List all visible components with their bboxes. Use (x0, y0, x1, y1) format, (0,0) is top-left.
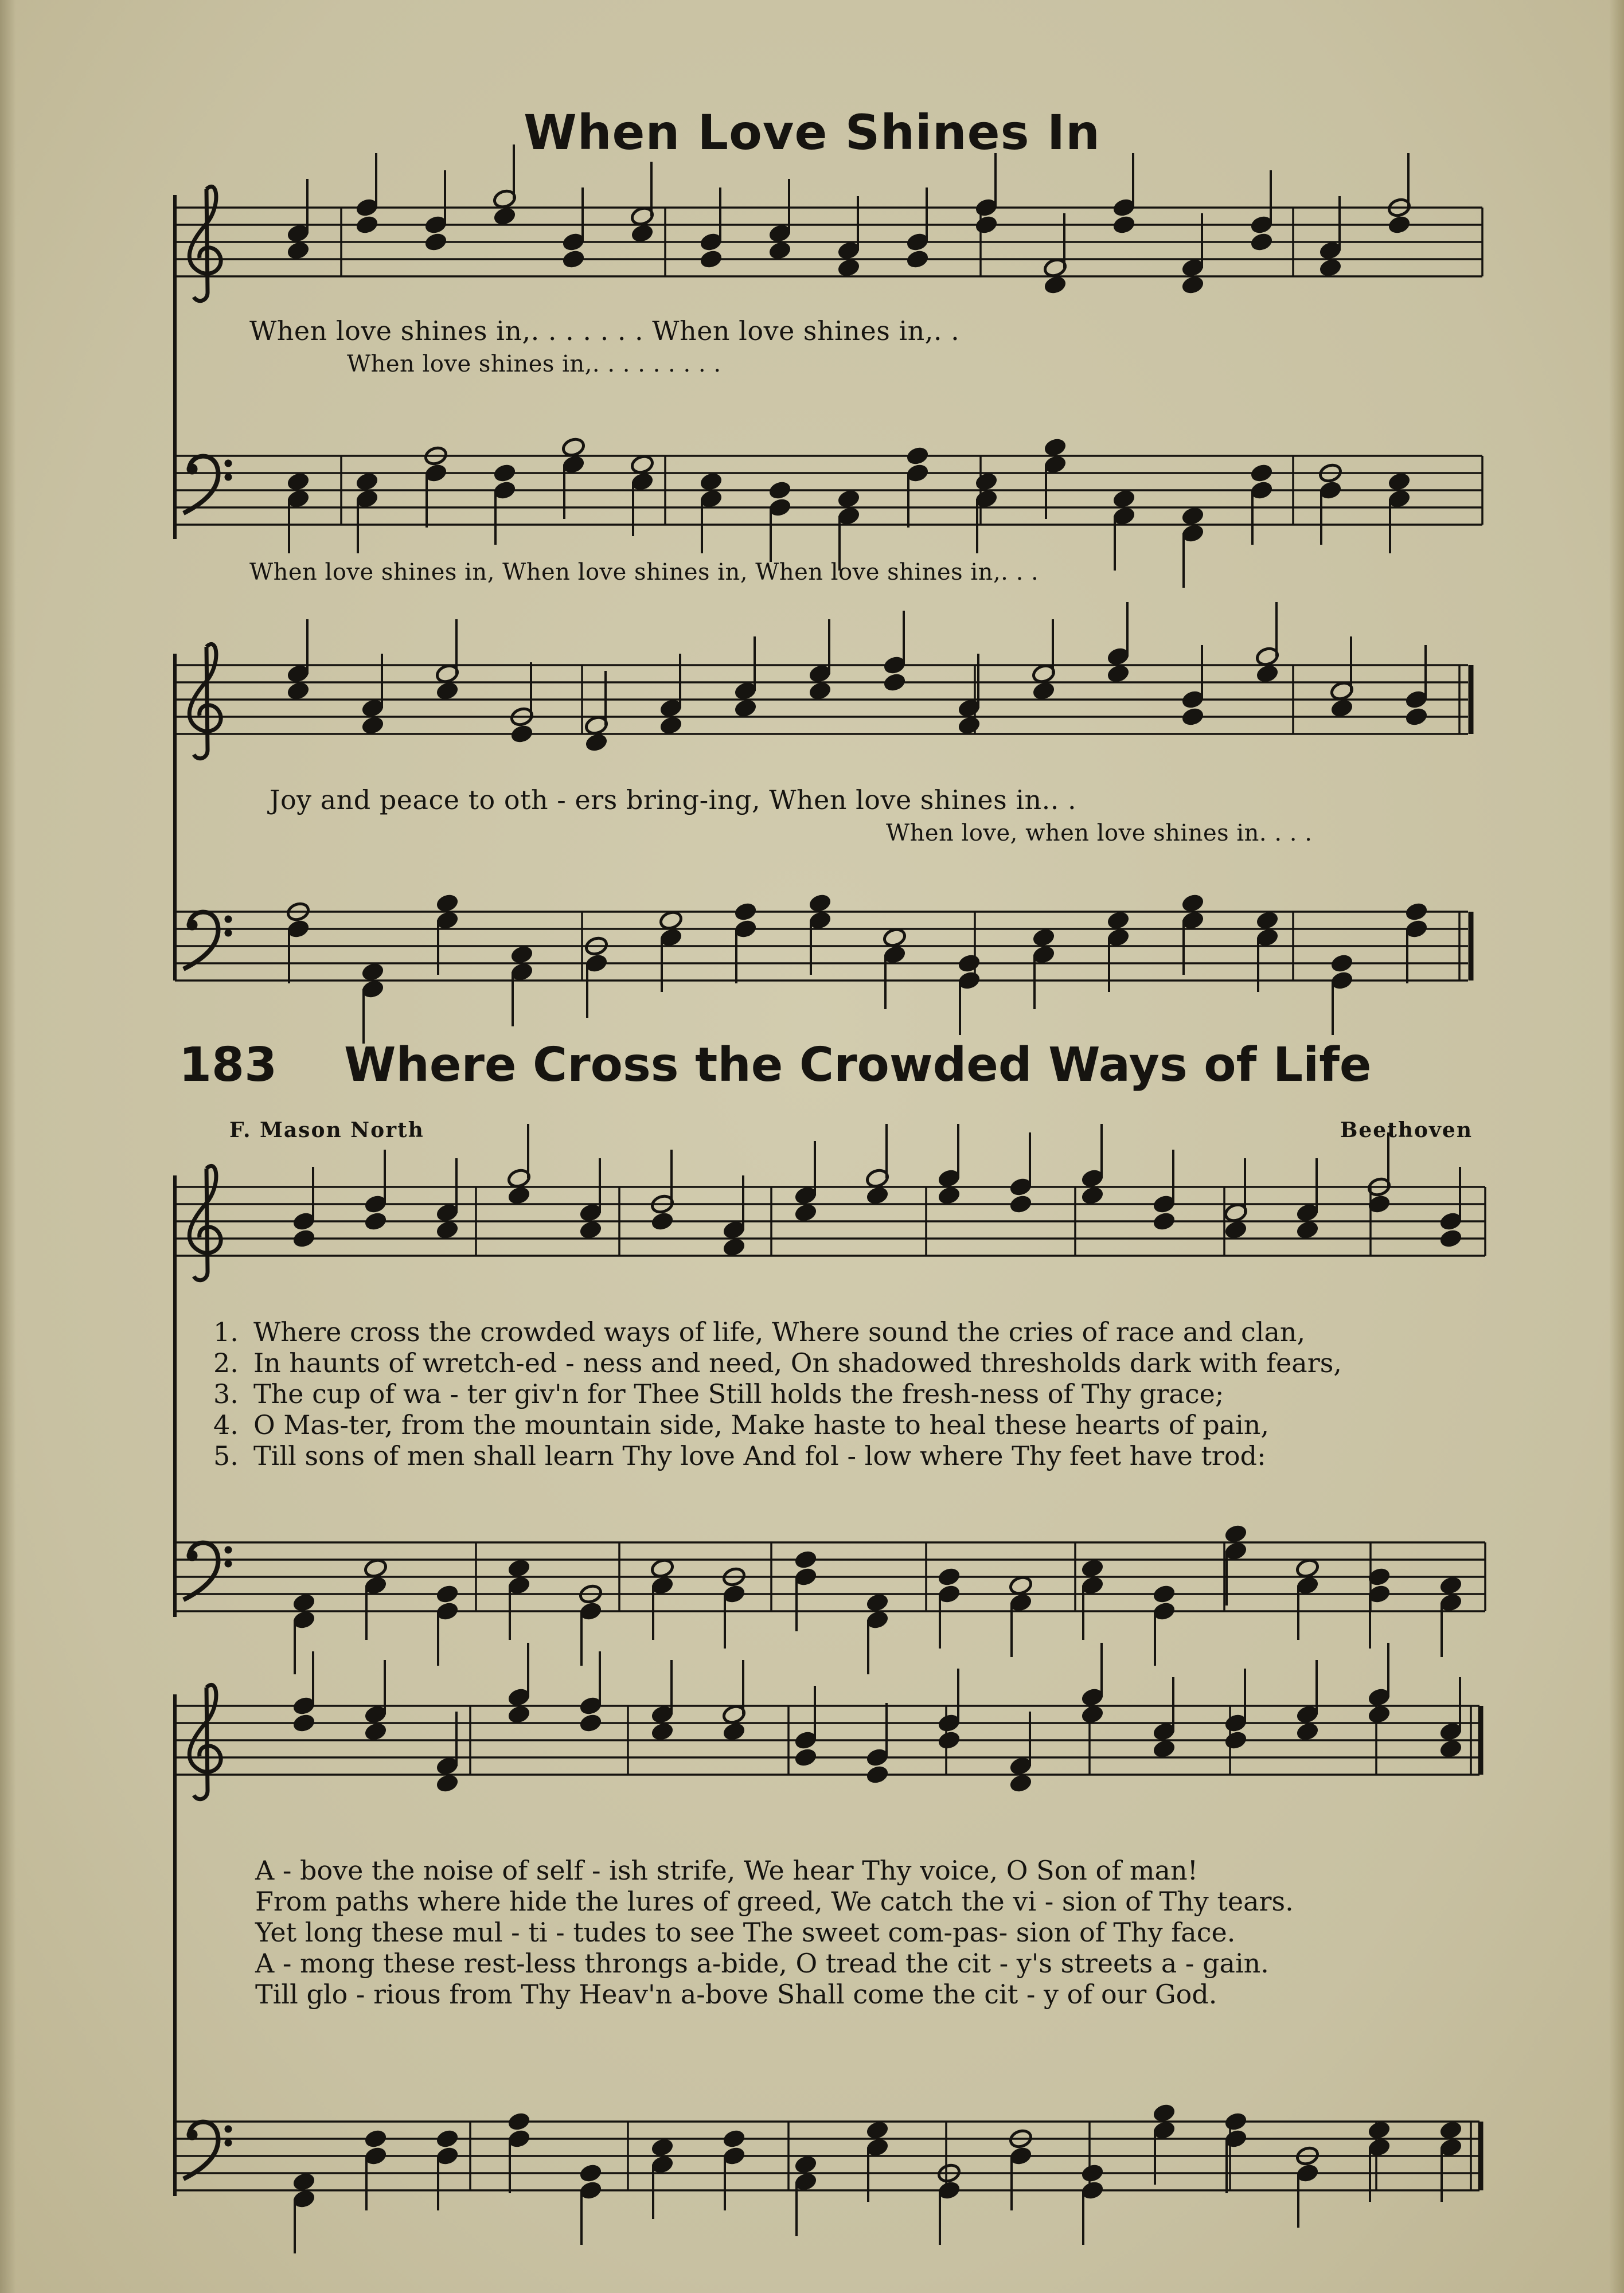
notehead (733, 901, 758, 923)
notehead (1224, 1220, 1248, 1241)
song-title-when-love-shines-in: When Love Shines In (524, 104, 1100, 161)
notehead (1032, 681, 1056, 702)
notehead (361, 962, 385, 983)
notehead (435, 1773, 460, 1794)
notehead (794, 1549, 818, 1571)
notehead (286, 240, 311, 261)
notehead (424, 232, 448, 253)
notehead (1367, 1704, 1392, 1725)
notehead (435, 1220, 460, 1241)
notehead (579, 2163, 603, 2184)
notehead (1295, 1558, 1320, 1579)
notehead (1255, 663, 1280, 685)
notehead (1250, 463, 1274, 484)
verse-text: Where cross the crowded ways of life, Where sound the cries of race and clan, (253, 1317, 1306, 1347)
notehead (493, 206, 517, 227)
notehead (630, 454, 655, 475)
notehead (355, 471, 380, 493)
notehead (937, 1185, 962, 1206)
notehead (1330, 698, 1354, 719)
notehead (722, 1237, 747, 1258)
verse-text: O Mas-ter, from the mountain side, Make haste to heal these hearts of pain, (253, 1409, 1270, 1440)
notehead (292, 1592, 317, 1614)
notehead (355, 214, 380, 236)
notehead (630, 223, 655, 244)
verse-line (213, 1409, 1342, 1440)
notehead (561, 249, 586, 270)
notehead (1080, 2163, 1105, 2184)
notehead (1009, 1194, 1033, 1215)
notehead (292, 1228, 317, 1249)
verse-line: From paths where hide the lures of greed, We catch the vi - sion of Thy tears. (255, 1886, 1294, 1917)
notehead (1330, 953, 1354, 974)
verse-line: Till glo - rious from Thy Heav'n a-bove Shall come the cit - y of our God. (255, 1979, 1217, 2010)
verse-number: 1. (213, 1317, 239, 1347)
notehead (1439, 2120, 1463, 2141)
notehead (794, 2154, 818, 2175)
notehead (1181, 893, 1205, 914)
notehead (733, 698, 758, 719)
notehead (1106, 910, 1131, 931)
notehead (364, 1211, 388, 1232)
lyric-line-alto-echo-1: When love shines in,. . . . . . . . . (347, 351, 721, 377)
notehead (650, 1211, 675, 1232)
notehead (659, 910, 684, 931)
system-1-bass (175, 456, 1482, 525)
notehead (957, 715, 982, 736)
notehead (1181, 506, 1205, 527)
notehead (1106, 663, 1131, 685)
notehead (1404, 706, 1429, 728)
notehead (974, 214, 999, 236)
notehead (435, 893, 460, 914)
verse-text: Till sons of men shall learn Thy love And fol - low where Thy feet have trod: (253, 1440, 1266, 1471)
notehead (1152, 2103, 1177, 2124)
notehead (507, 1558, 532, 1579)
verse-line: A - mong these rest-less throngs a-bide, O tread the cit - y's streets a - gain. (255, 1948, 1269, 1979)
notehead (510, 944, 534, 966)
verse-line (213, 1440, 1342, 1471)
notehead (905, 446, 930, 467)
notehead (650, 1721, 675, 1743)
notehead (364, 1721, 388, 1743)
notehead (722, 2128, 747, 2150)
notehead (292, 1713, 317, 1734)
notehead (1439, 1228, 1463, 1249)
verse-line: A - bove the noise of self - ish strife, We hear Thy voice, O Son of man! (255, 1855, 1199, 1886)
notehead (905, 249, 930, 270)
notehead (507, 1185, 532, 1206)
notehead (1318, 257, 1343, 279)
notehead (507, 2111, 532, 2132)
notehead (865, 1764, 890, 1786)
lyric-line-treble-1: When love shines in,. . . . . . . When love shines in,. . (249, 315, 960, 346)
song-title-where-cross: Where Cross the Crowded Ways of Life (344, 1038, 1372, 1092)
verse-line (213, 1317, 1342, 1347)
notehead (1080, 1558, 1105, 1579)
notehead (1152, 1211, 1177, 1232)
notehead (364, 2128, 388, 2150)
verse-number: 2. (213, 1347, 239, 1378)
verse-number: 5. (213, 1440, 239, 1471)
notehead (361, 715, 385, 736)
notehead (837, 489, 861, 510)
notehead (957, 953, 982, 974)
notehead (1295, 1721, 1320, 1743)
notehead (1224, 1730, 1248, 1751)
notehead (1043, 437, 1068, 458)
lyric-line-bass-echo-2: When love, when love shines in. . . . (886, 820, 1313, 846)
notehead (865, 1592, 890, 1614)
notehead (1009, 1773, 1033, 1794)
notehead (808, 681, 833, 702)
notehead (1250, 232, 1274, 253)
notehead (579, 1713, 603, 1734)
verse-line: Yet long these mul - ti - tudes to see The sweet com-pas- sion of Thy face. (255, 1917, 1236, 1948)
notehead (579, 1220, 603, 1241)
notehead (435, 681, 460, 702)
verse-block-b (255, 1855, 1294, 2010)
lyric-line-treble-2: Joy and peace to oth - ers bring-ing, When love shines in.. . (270, 784, 1077, 815)
notehead (507, 1704, 532, 1725)
notehead (1112, 489, 1137, 510)
notehead (493, 463, 517, 484)
notehead (937, 1567, 962, 1588)
verse-text: The cup of wa - ter giv'n for Thee Still holds the fresh-ness of Thy grace; (253, 1378, 1224, 1409)
notehead (1043, 275, 1068, 296)
notehead (974, 471, 999, 493)
notehead (286, 681, 311, 702)
notehead (1181, 706, 1205, 728)
notehead (650, 1558, 675, 1579)
author-credit: F. Mason North (229, 1118, 424, 1142)
composer-credit: Beethoven (1340, 1118, 1473, 1142)
notehead (1387, 214, 1412, 236)
notehead (768, 480, 793, 501)
notehead (1295, 1220, 1320, 1241)
notehead (794, 1747, 818, 1768)
notehead (937, 1730, 962, 1751)
notehead (699, 249, 724, 270)
notehead (837, 257, 861, 279)
notehead (1009, 1575, 1033, 1596)
notehead (722, 1721, 747, 1743)
notehead (1387, 471, 1412, 493)
hymn-number: 183 (179, 1038, 278, 1092)
notehead (1224, 2111, 1248, 2132)
notehead (768, 240, 793, 261)
notehead (650, 2137, 675, 2158)
verse-block-a (213, 1317, 1342, 1471)
notehead (1152, 1739, 1177, 1760)
verse-line (213, 1378, 1342, 1409)
notehead (1255, 910, 1280, 931)
notehead (1181, 275, 1205, 296)
notehead (1439, 1575, 1463, 1596)
verse-number: 3. (213, 1378, 239, 1409)
notehead (659, 715, 684, 736)
notehead (1080, 1185, 1105, 1206)
notehead (364, 1558, 388, 1579)
notehead (1152, 1584, 1177, 1605)
notehead (1112, 214, 1137, 236)
verse-text: In haunts of wretch-ed - ness and need, On shadowed thresholds dark with fears, (253, 1347, 1342, 1378)
notehead (286, 471, 311, 493)
notehead (561, 437, 586, 458)
notehead (865, 1185, 890, 1206)
notehead (292, 2171, 317, 2193)
notehead (808, 893, 833, 914)
notehead (1080, 1704, 1105, 1725)
notehead (883, 672, 907, 693)
verse-line (213, 1347, 1342, 1378)
notehead (699, 471, 724, 493)
notehead (1404, 901, 1429, 923)
notehead (435, 2128, 460, 2150)
notehead (883, 927, 907, 948)
notehead (584, 732, 609, 753)
notehead (865, 2120, 890, 2141)
notehead (1439, 1739, 1463, 1760)
verse-number: 4. (213, 1409, 239, 1440)
lyric-line-bass-1: When love shines in, When love shines in, When love shines in,. . . (249, 559, 1039, 585)
notehead (794, 1202, 818, 1224)
notehead (510, 724, 534, 745)
notehead (1032, 927, 1056, 948)
notehead (1367, 2120, 1392, 2141)
notehead (435, 1584, 460, 1605)
notehead (1224, 1524, 1248, 1545)
